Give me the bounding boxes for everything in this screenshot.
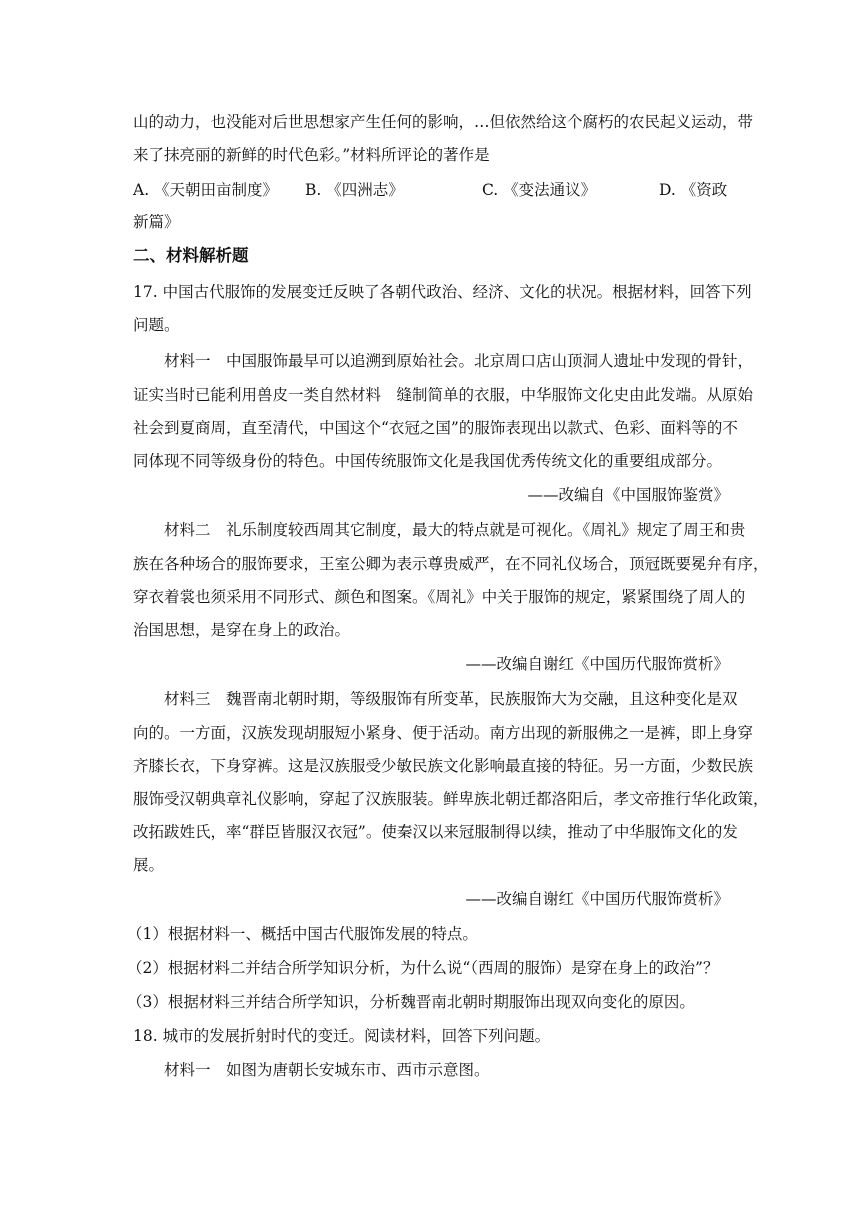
- q18-stem: 18. 城市的发展折射时代的变迁。阅读材料，回答下列问题。: [133, 1027, 551, 1045]
- q17-material-1-line-2: 证实当时已能利用兽皮一类自然材料 缝制简单的衣服，中华服饰文化史由此发端。从原始: [133, 386, 754, 404]
- q17-stem-line-2: 问题。: [133, 316, 180, 334]
- q16-stem-line-1: 山的动力，也没能对后世思想家产生任何的影响，…但依然给这个腐朽的农民起义运动，带: [133, 113, 754, 131]
- section-heading: 二、材料解析题: [133, 246, 249, 265]
- q17-subquestion-2: （2）根据材料二并结合所学知识分析，为什么说“（西周的服饰）是穿在身上的政治”？: [127, 959, 719, 977]
- q17-material-3-line-3: 齐膝长衣，下身穿裤。这是汉族服受少敏民族文化影响最直接的特征。另一方面，少数民族: [133, 757, 754, 775]
- q16-option-a: A. 《天朝田亩制度》: [133, 181, 279, 199]
- q17-material-2-line-1: 材料二 礼乐制度较西周其它制度，最大的特点就是可视化。《周礼》规定了周王和贵: [164, 521, 746, 539]
- q17-subquestion-1: （1）根据材料一、概括中国古代服饰发展的特点。: [127, 925, 478, 943]
- q17-material-2-line-2: 族在各种场合的服饰要求，王室公卿为表示尊贵威严，在不同礼仪场合，顶冠既要冕弁有序，: [133, 555, 769, 573]
- q17-material-3-line-4: 服饰受汉朝典章礼仪影响，穿起了汉族服装。鲜卑族北朝迁都洛阳后，孝文帝推行华化政策，: [133, 790, 769, 808]
- q17-stem-line-1: 17. 中国古代服饰的发展变迁反映了各朝代政治、经济、文化的状况。根据材料，回答下列: [133, 283, 752, 301]
- q17-material-2-line-4: 治国思想，是穿在身上的政治。: [133, 621, 351, 639]
- q16-option-b: B. 《四洲志》: [305, 181, 404, 199]
- q16-option-d: D. 《资政: [659, 181, 728, 199]
- q17-subquestion-3: （3）根据材料三并结合所学知识，分析魏晋南北朝时期服饰出现双向变化的原因。: [127, 993, 695, 1011]
- q17-material-1-line-4: 同体现不同等级身份的特色。中国传统服饰文化是我国优秀传统文化的重要组成部分。: [133, 452, 723, 470]
- q18-material-1: 材料一 如图为唐朝长安城东市、西市示意图。: [164, 1061, 490, 1079]
- q17-material-2-line-3: 穿衣着裳也须采用不同形式、颜色和图案。《周礼》中关于服饰的规定，紧紧围绕了周人的: [133, 588, 746, 606]
- q16-option-d-continued: 新篇》: [133, 213, 180, 231]
- q17-material-3-source: ——改编自谢红《中国历代服饰赏析》: [465, 890, 729, 908]
- q17-material-3-line-5: 改拓跋姓氏，率“群臣皆服汉衣冠”。使秦汉以来冠服制得以续，推动了中华服饰文化的发: [133, 823, 738, 841]
- q17-material-3-line-6: 展。: [133, 856, 165, 874]
- q17-material-2-source: ——改编自谢红《中国历代服饰赏析》: [465, 655, 729, 673]
- q17-material-3-line-1: 材料三 魏晋南北朝时期，等级服饰有所变革，民族服饰大为交融，且这种变化是双: [164, 690, 738, 708]
- q17-material-3-line-2: 向的。一方面，汉族发现胡服短小紧身、便于活动。南方出现的新服佛之一是裤，即上身穿: [133, 724, 754, 742]
- q17-material-1-source: ——改编自《中国服饰鉴赏》: [527, 486, 729, 504]
- q16-option-c: C. 《变法通议》: [482, 181, 597, 199]
- q17-material-1-line-3: 社会到夏商周，直至清代，中国这个“衣冠之国”的服饰表现出以款式、色彩、面料等的不: [133, 419, 738, 437]
- q17-material-1-line-1: 材料一 中国服饰最早可以追溯到原始社会。北京周口店山顶洞人遗址中发现的骨针，: [164, 352, 754, 370]
- q16-stem-line-2: 来了抹亮丽的新鲜的时代色彩。”材料所评论的著作是: [133, 146, 490, 164]
